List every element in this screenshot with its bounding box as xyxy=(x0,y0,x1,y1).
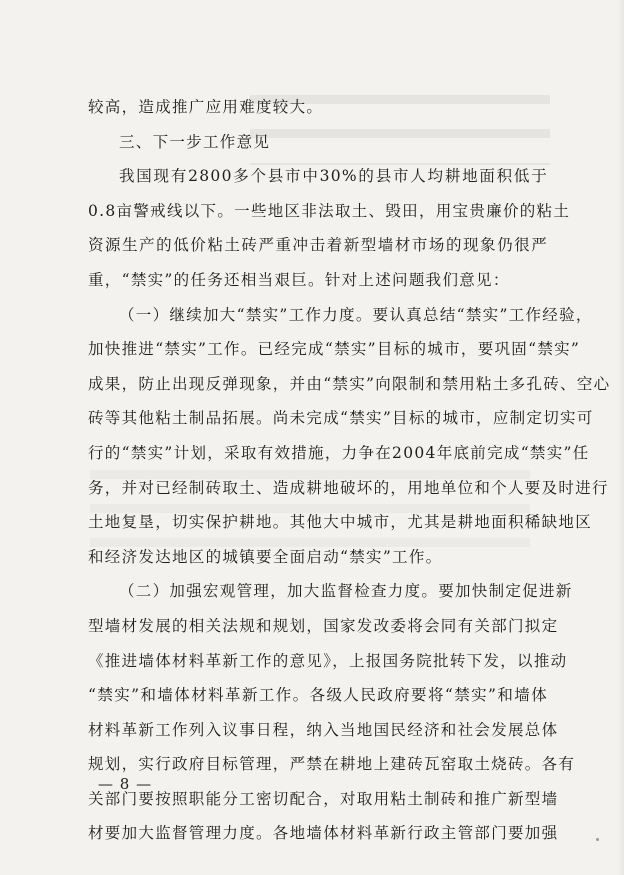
text-line: （一）继续加大“禁实”工作力度。要认真总结“禁实”工作经验， xyxy=(119,305,593,324)
text-line: 和经济发达地区的城镇要全面启动“禁实”工作。 xyxy=(88,547,443,566)
text-line: 型墙材发展的相关法规和规划，国家发改委将会同有关部门拟定 xyxy=(88,616,559,635)
text-line: “禁实”和墙体材料革新工作。各级人民政府要将“禁实”和墙体 xyxy=(88,686,548,705)
text-line: 较高，造成推广应用难度较大。 xyxy=(88,98,324,116)
text-line: 行的“禁实”计划，采取有效措施，力争在2004年底前完成“禁实”任 xyxy=(88,443,590,462)
text-line: 材料革新工作列入议事日程，纳入当地国民经济和社会发展总体 xyxy=(88,720,559,739)
text-line: 0.8亩警戒线以下。一些地区非法取土、毁田，用宝贵廉价的粘土 xyxy=(88,201,571,220)
document-body xyxy=(88,90,611,851)
page-edge xyxy=(618,0,624,875)
page-number: — 8 — xyxy=(98,775,153,793)
text-line: 资源生产的低价粘土砖严重冲击着新型墙材市场的现象仍很严 xyxy=(88,236,548,255)
text-line: 材要加大监督管理力度。各地墙体材料革新行政主管部门要加强 xyxy=(88,824,559,843)
section-heading: 三、下一步工作意见 xyxy=(119,132,271,151)
text-line: 规划，实行政府目标管理，严禁在耕地上建砖瓦窑取土烧砖。各有 xyxy=(88,755,576,774)
text-line: 关部门要按照职能分工密切配合，对取用粘土制砖和推广新型墙 xyxy=(88,789,559,808)
text-line: 务，并对已经制砖取土、造成耕地破坏的，用地单位和个人要及时进行 xyxy=(88,478,609,497)
text-line: 砖等其他粘土制品拓展。尚未完成“禁实”目标的城市，应制定切实可 xyxy=(88,409,594,428)
text-line: 成果，防止出现反弹现象，并由“禁实”向限制和禁用粘土多孔砖、空心 xyxy=(88,374,611,393)
text-line: （二）加强宏观管理，加大监督检查力度。要加快制定促进新 xyxy=(119,582,573,601)
text-line: 重，“禁实”的任务还相当艰巨。针对上述问题我们意见： xyxy=(88,270,510,289)
text-line: 我国现有2800多个县市中30%的县市人均耕地面积低于 xyxy=(119,167,548,186)
text-line: 加快推进“禁实”工作。已经完成“禁实”目标的城市，要巩固“禁实” xyxy=(88,340,581,359)
scan-speck xyxy=(596,838,599,841)
text-line: 土地复垦，切实保护耕地。其他大中城市，尤其是耕地面积稀缺地区 xyxy=(88,513,593,532)
text-line: 《推进墙体材料革新工作的意见》，上报国务院批转下发，以推动 xyxy=(88,651,568,670)
